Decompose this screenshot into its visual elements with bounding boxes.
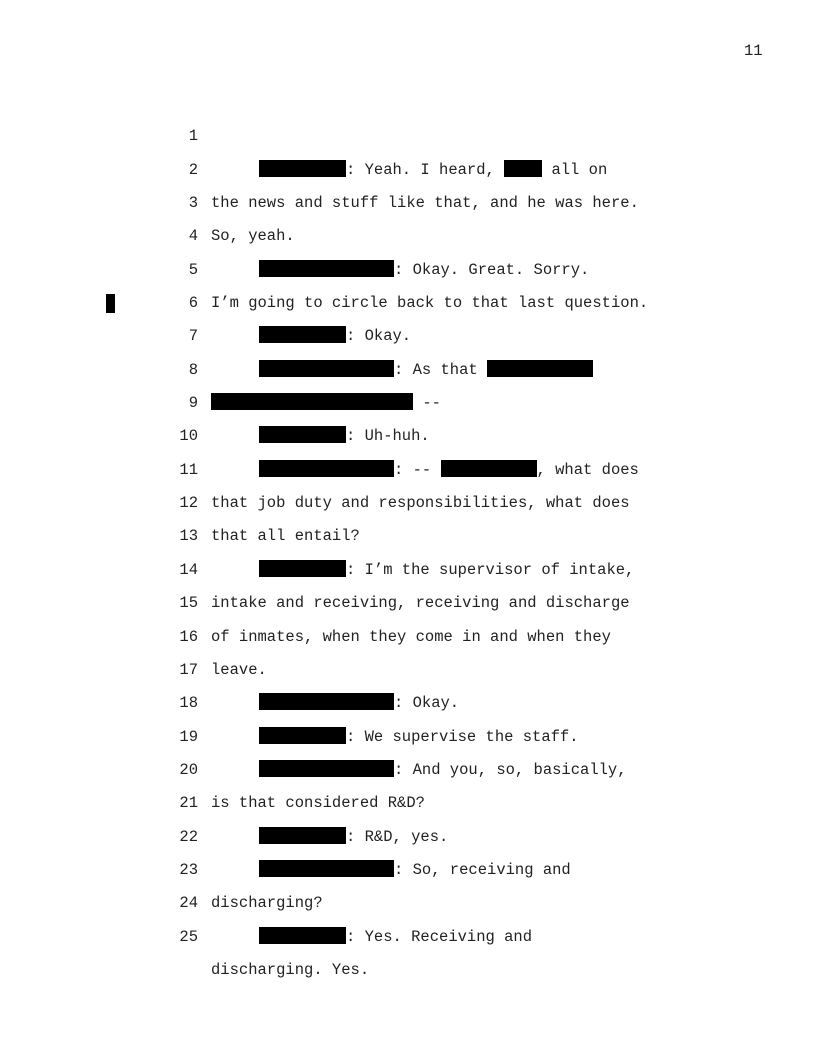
line-fragment: : Okay. (346, 327, 412, 346)
line-number: 24 (179, 894, 198, 913)
line-number: 11 (179, 460, 198, 479)
line-number: 20 (179, 760, 198, 779)
line-text: intake and receiving, receiving and discharge (211, 594, 630, 613)
line-text: discharging? (211, 894, 323, 913)
line-number: 8 (188, 360, 198, 379)
line-text: the news and stuff like that, and he was here. (211, 194, 639, 213)
line-number: 2 (188, 160, 198, 179)
line-number: 14 (179, 560, 198, 579)
line-fragment: , what does (536, 460, 639, 479)
line-number: 23 (179, 860, 198, 879)
line-number: 12 (179, 494, 198, 513)
line-number: 21 (179, 794, 198, 813)
line-number: 4 (188, 227, 198, 246)
line-fragment: all on (551, 160, 608, 179)
line-fragment: : -- (394, 460, 432, 479)
line-text (259, 921, 532, 954)
line-number: 13 (179, 527, 198, 546)
line-fragment: : R&D, yes. (346, 827, 449, 846)
line-text: of inmates, when they come in and when they (211, 627, 611, 646)
line-number: 17 (179, 660, 198, 679)
line-number: 25 (179, 927, 198, 946)
line-text: So, yeah. (211, 227, 295, 246)
line-fragment: : Okay. Great. Sorry. (394, 260, 590, 279)
line-text: is that considered R&D? (211, 794, 425, 813)
line-number: 18 (179, 694, 198, 713)
line-text: discharging. Yes. (211, 960, 370, 979)
transcript-body (0, 87, 816, 979)
line-fragment: -- (422, 394, 441, 413)
line-fragment: : Yeah. I heard, (346, 160, 495, 179)
line-text: I’m going to circle back to that last question. (211, 294, 649, 313)
page-number: 11 (744, 42, 763, 60)
line-number: 5 (188, 260, 198, 279)
line-number: 15 (179, 594, 198, 613)
line-fragment: : And you, so, basically, (394, 760, 627, 779)
line-number: 22 (179, 827, 198, 846)
line-number: 3 (188, 194, 198, 213)
line-fragment: : Yes. Receiving and (346, 927, 533, 946)
redacted-speaker-name (259, 927, 346, 944)
line-number: 7 (188, 327, 198, 346)
line-fragment: : Okay. (394, 694, 460, 713)
line-text: that job duty and responsibilities, what does (211, 494, 630, 513)
line-text: that all entail? (211, 527, 360, 546)
line-text: leave. (211, 660, 267, 679)
line-number: 19 (179, 727, 198, 746)
line-number: 10 (179, 427, 198, 446)
line-fragment: : As that (394, 360, 478, 379)
line-number: 6 (188, 294, 198, 313)
transcript-line (0, 87, 816, 179)
line-number: 9 (188, 394, 198, 413)
line-fragment: : So, receiving and (394, 860, 571, 879)
line-number: 1 (188, 127, 198, 146)
line-fragment: : I’m the supervisor of intake, (346, 560, 635, 579)
line-fragment: : We supervise the staff. (346, 727, 579, 746)
line-fragment: : Uh-huh. (346, 427, 430, 446)
line-number: 16 (179, 627, 198, 646)
